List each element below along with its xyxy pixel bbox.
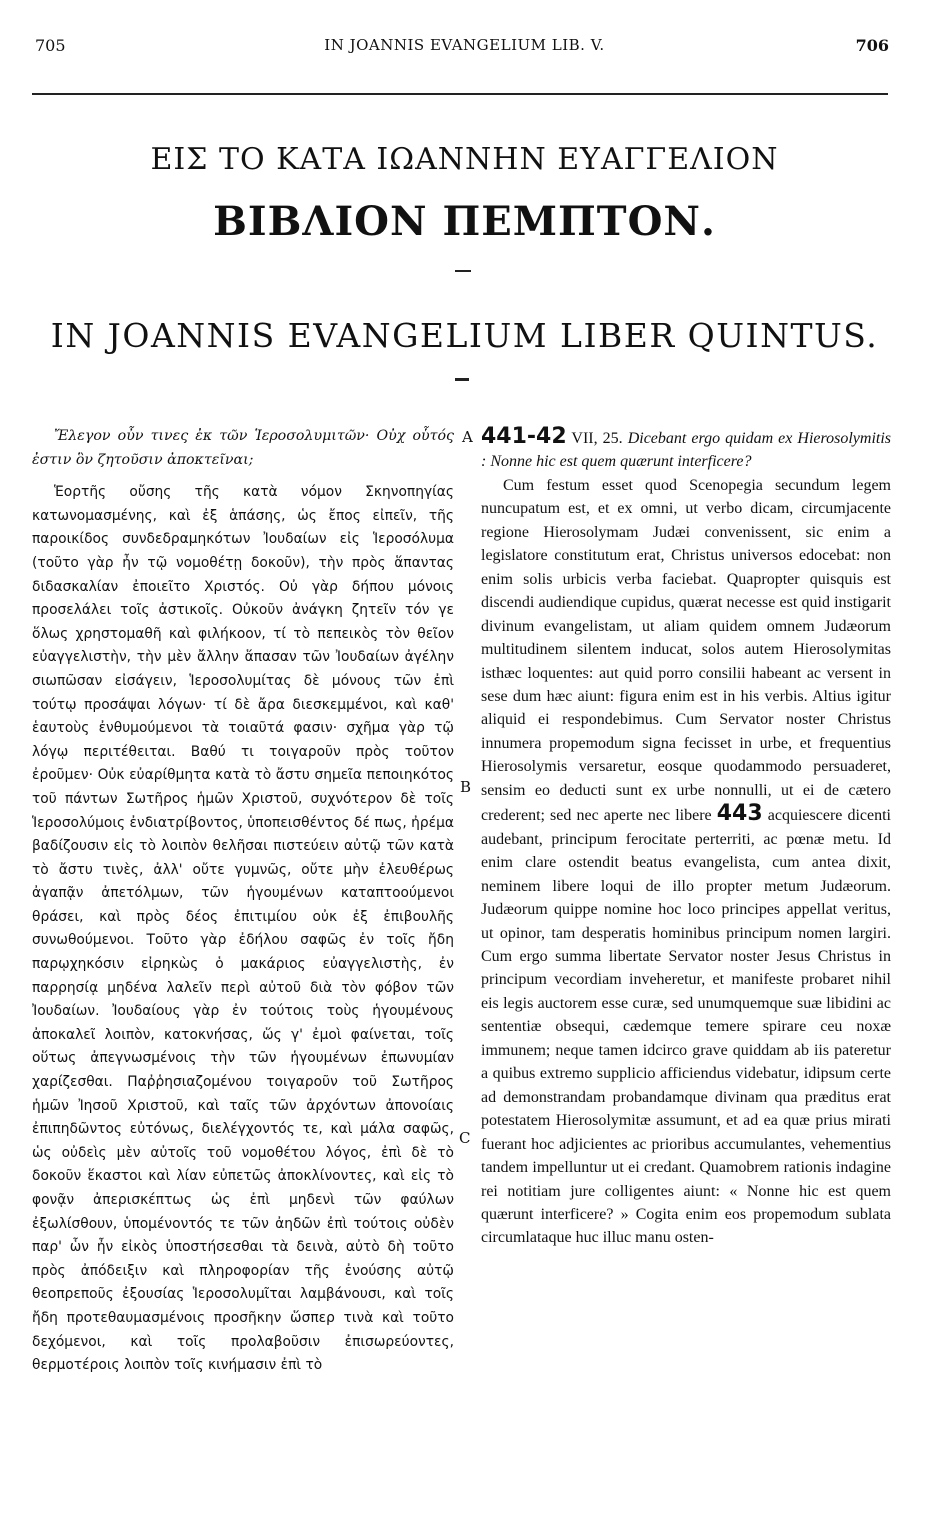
- title-divider: [455, 270, 471, 272]
- page-number-right: 706: [855, 36, 889, 55]
- column-number-2: 443: [716, 801, 763, 827]
- latin-lemma-paragraph: [481, 425, 891, 474]
- greek-body: Ἑορτῆς οὔσης τῆς κατὰ νόμον Σκηνοπηγίας κατωνομασμένης, καὶ ἐξ ἁπάσης, ὡς ἔπος εἰπεῖν, τῆς παροικίδος συνδεδραμηκότων Ἰουδαίων εἰς Ἱεροσόλυμα (τοῦτο γὰρ ἦν τῷ νομοθέτῃ δοκοῦν), τὴν πρὸς ἅπαντας διδασκαλίαν ἐποιεῖτο Χριστός. Οὐ γὰρ δήπου μόνοις προσελάλει τοῖς ἀστικοῖς. Οὐκοῦν ἀνάγκη ζητεῖν τόν γε ὅλως χρηστομαθῆ καὶ φιλήκοον, τί τὸ πεπεικὸς τὸν θεῖον εὐαγγελιστὴν, τὴν μὲν ἄλλην ἅπασαν τῶν Ἰουδαίων ἀγέλην σιωπῶσαν εἰσάγειν, Ἱεροσολυμίτας δὲ μόνους τῶν ἐπὶ τούτῳ προσάψαι λόγων· τί δὲ ἄρα διεσκεμμένοι, καὶ καθ' ἑαυτοὺς ἐνθυμούμενοι τὰ τοιαῦτά φασιν· σχῆμα γὰρ τῷ λόγῳ περιτέθειται. Βαθύ τι τοιγαροῦν πρὸς τοῦτον ἐροῦμεν· Οὐκ εὐαρίθμητα κατὰ τὸ ἄστυ σημεῖα πεποιηκότος τοῦ πάντων Σωτῆρος ἡμῶν Χριστοῦ, συχνότερον δὲ τοῖς Ἱεροσολύμοις ἐνδιατρίβοντος, ὑποπεισθέντος δέ πως, ἠρέμα βαδίζουσιν εἰς τὸ λοιπὸν θελῆσαι πιστεύειν αὐτῷ τῶν κατὰ τὸ ἄστυ τινὲς, ἀλλ' οὔτε γυμνῶς, οὔτε μὴν ἐλευθέρως ἀγαπᾷν ἀπετόλμων, τῶν ἡγουμένων καταπτοούμενοι θράσει, καὶ πρὸς δέος ἐπιτιμίου οὐκ ἐξ ἐπιβουλῆς συνωθούμενοι. Τοῦτο γὰρ ἐδήλου σαφῶς ἐν τοῖς ἤδη παρῳχηκόσιν εἰρηκὼς ὁ μακάριος εὐαγγελιστὴς, ἐν παρρησίᾳ μηδένα λαλεῖν περὶ αὐτοῦ διὰ τὸν φόβον τῶν Ἰουδαίων. Ἰουδαίους γὰρ ἐν τούτοις τοὺς ἡγουμένους ἀποκαλεῖ λοιπὸν, κατοκνήσας, ὥς γ' ἐμοὶ φαίνεται, τοῖς οὕτως ἀπεγνωσμένοις τὴν τῶν ἡγουμένων ἐπωνυμίαν χαρίζεσθαι. Παῤῥησιαζομένου τοιγαροῦν τοῦ Σωτῆρος ἡμῶν Ἰησοῦ Χριστοῦ, καὶ ταῖς τῶν ἀρχόντων ἀπονοίαις ἐπιπηδῶντος εὐτόνως, διελέγχοντός τε, καὶ μάλα σαφῶς, ὡς οὐδεὶς μὲν αὐτοῖς τοῦ νομοθέτου λόγος, ἐπὶ δὲ τὸ δοκοῦν ἕκαστοι καὶ λίαν εὐπετῶς ἀποκλίνοντες, καὶ εἰς τὸ φονᾷν ἀπερισκέπτως ὡς ἐπὶ μηδενὶ τῶν φαύλων ἐξωλίσθουν, ὑπομένοντός τε τῶν ἀηδῶν ἐπὶ τούτοις οὐδὲν παρ' ὧν ἦν εἰκὸς ὑποστήσεσθαι τὰ δεινὰ, αὐτὸ δὴ τοῦτο πρὸς ἀπόδειξιν καὶ πληροφορίαν τῆς ἐνούσης αὐτῷ θεοπρεποῦς ἐξουσίας Ἱεροσολυμῖται λαμβάνουσι, καὶ τοῖς ἤδη προτεθαυμασμένοις προσῆκην ὥσπερ τινὰ καὶ τοῦτο δεχόμενοι, καὶ τοῖς προλαβοῦσιν ἐπισωρεύοντες, θερμοτέροις λοιπὸν τοῖς κινήμασιν ἐπὶ τὸ: [32, 484, 454, 1374]
- header-rule: [32, 93, 888, 95]
- running-head: [0, 36, 929, 60]
- title-divider-2: [455, 378, 469, 381]
- latin-body: [481, 474, 891, 1250]
- greek-column: [32, 425, 454, 1378]
- greek-book-title: ΒΙΒΛΙΟΝ ΠΕΜΠΤΟΝ.: [213, 198, 716, 245]
- greek-lemma: Ἔλεγον οὖν τινες ἐκ τῶν Ἱεροσολυμιτῶν· Οὐχ οὗτός ἐστιν ὃν ζητοῦσιν ἀποκτεῖναι;: [32, 428, 454, 468]
- margin-letter-c: C: [459, 1129, 471, 1147]
- page-number-left: 705: [35, 36, 66, 55]
- margin-letter-a: A: [462, 428, 473, 446]
- column-number: 441-42: [481, 424, 567, 449]
- scripture-reference: VII, 25.: [571, 430, 623, 447]
- latin-lemma: Dicebant ergo quidam ex Hierosolymitis : Nonne hic est quem quærunt interficere?: [481, 430, 892, 471]
- margin-letter-b: B: [460, 778, 472, 796]
- latin-column: [481, 425, 891, 1250]
- running-title: IN JOANNIS EVANGELIUM LIB. V.: [324, 36, 605, 54]
- latin-body-part-2: acquiescere dicenti audebant, principum ferocitate perterriti, ac pœnæ metu. Id enim clare ostendit beatus evangelista, cum antea dixit, neminem libere loqui de illo propter metum Judæorum. Judæorum quippe nomine hoc loco principes appellat veritus, ut opinor, tam desperatis hominibus principum nomen largiri. Cum ergo summa libertate Servator noster Jesus Christus in principum vecordiam inveheretur, et manifeste probaret nihil eis legis auctorem esse curæ, sed unumquemque suæ libidini ac sententiæ obsequi, cædemque temere spirare ceu noxæ immunem; neque tamen idcirco grave quiddam ab iis pateretur a quibus extremo supplicio afficiendus videbatur, idipsum certe ad demonstrandam probandamque divinam qua præditus erat potestatem Hierosolymitæ assumunt, et ad ea quæ prius mirati fuerant hoc adjicientes ac prioribus accumulantes, vehementius tandem impelluntur ut ei credant. Quamobrem rationis indagine rei notitiam jure colligentes aiunt: « Nonne hic est quem quærunt interficere? » Cogita enim eos propemodum sublata circumlataque huc illuc manu osten-: [481, 807, 892, 1247]
- latin-body-part-1: Cum festum esset quod Scenopegia secundum legem nuncupatum est, et ex omni, ut verbo dicam, circumjacente regione Hierosolymam Judæi convenissent, sic enim a legislatore constitutum erat, Christus universos edocebat: non enim solis urbicis verba faciebat. Quapropter quisquis est discendi audiendique cupidus, quærat necesse est quid instigarit divinum evangelistam, ut aliam quidem omnem Judæorum multitudinem silentem inducat, solos autem Hierosolymitas isthæc loquentes: aut quid porro consilii habeant ac versent in sese dum hæc aiunt: figura enim est in his verbis. Altius igitur aliquid ei respondebimus. Cum Servator noster Christus innumera propemodum signa fecisset in urbe, et frequentius Hierosolymis versaretur, eosque quodammodo persuaderet, sensim eo deducti sunt ex urbe nonnulli, ut ei de cætero crederent; sed nec aperte nec libere: [481, 476, 891, 825]
- greek-title: ΕΙΣ ΤΟ ΚΑΤΑ ΙΩΑΝΝΗΝ ΕΥΑΓΓΕΛΙΟΝ: [150, 142, 779, 177]
- latin-title: IN JOANNIS EVANGELIUM LIBER QUINTUS.: [50, 316, 879, 355]
